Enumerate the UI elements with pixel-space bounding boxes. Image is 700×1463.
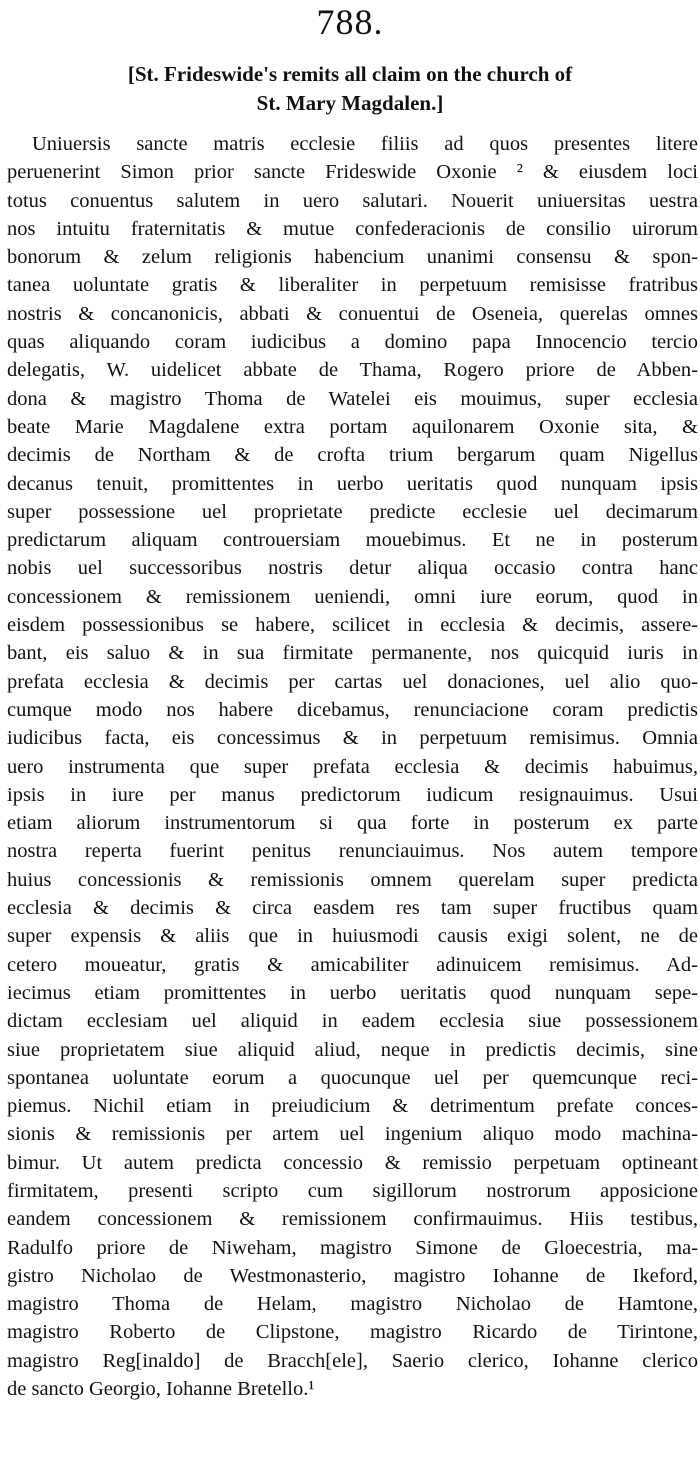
text-line: nobis uel successoribus nostris detur aliqua occasio contra hanc xyxy=(7,557,698,580)
text-line: dona & magistro Thoma de Watelei eis mouimus, super ecclesia xyxy=(7,387,698,410)
text-line: cumque modo nos habere dicebamus, renunciacione coram predictis xyxy=(7,698,698,721)
text-line: ecclesia & decimis & circa easdem res tam super fructibus quam xyxy=(7,897,698,920)
text-line: beate Marie Magdalene extra portam aquilonarem Oxonie sita, & xyxy=(7,415,698,438)
text-line: cetero moueatur, gratis & amicabiliter adinuicem remisimus. Ad- xyxy=(7,953,698,976)
text-line: magistro Thoma de Helam, magistro Nicholao de Hamtone, xyxy=(7,1293,698,1316)
text-line: eandem concessionem & remissionem confirmauimus. Hiis testibus, xyxy=(7,1208,698,1231)
text-line: sionis & remissionis per artem uel ingenium aliquo modo machina- xyxy=(7,1123,698,1146)
heading-line-1: [St. Frideswide's remits all claim on the church of xyxy=(127,62,573,86)
heading-line-2: St. Mary Magdalen.] xyxy=(256,91,444,115)
text-line: bant, eis saluo & in sua firmitate permanente, nos quicquid iuris in xyxy=(7,642,698,665)
text-line: decimis de Northam & de crofta trium bergarum quam Nigellus xyxy=(7,444,698,467)
text-line: predictarum aliquam controuersiam mouebimus. Et ne in posterum xyxy=(7,529,698,552)
text-line: delegatis, W. uidelicet abbate de Thama, Rogero priore de Abben- xyxy=(7,359,698,382)
text-line: nostra reperta fuerint penitus renunciauimus. Nos autem tempore xyxy=(7,840,698,863)
text-line: gistro Nicholao de Westmonasterio, magistro Iohanne de Ikeford, xyxy=(7,1264,698,1287)
text-line: quas aliquando coram iudicibus a domino papa Innocencio tercio xyxy=(7,331,698,354)
charter-text xyxy=(7,130,698,1403)
text-line: piemus. Nichil etiam in preiudicium & detrimentum prefate conces- xyxy=(7,1095,698,1118)
text-line: eisdem possessionibus se habere, scilicet in ecclesia & decimis, assere- xyxy=(7,614,698,637)
text-line: huius concessionis & remissionis omnem querelam super predicta xyxy=(7,868,698,891)
text-line: uero instrumenta que super prefata ecclesia & decimis habuimus, xyxy=(7,755,698,778)
text-line: de sancto Georgio, Iohanne Bretello.¹ xyxy=(7,1378,315,1401)
text-line: bimur. Ut autem predicta concessio & remissio perpetuam optineant xyxy=(7,1151,698,1174)
text-line: super possessione uel proprietate predicte ecclesie uel decimarum xyxy=(7,500,698,523)
text-line: siue proprietatem siue aliquid aliud, neque in predictis decimis, sine xyxy=(7,1038,698,1061)
text-line: etiam aliorum instrumentorum si qua forte in posterum ex parte xyxy=(7,812,698,835)
text-line: bonorum & zelum religionis habencium unanimi consensu & spon- xyxy=(7,246,698,269)
text-line: prefata ecclesia & decimis per cartas uel donaciones, uel alio quo- xyxy=(7,670,698,693)
text-line: dictam ecclesiam uel aliquid in eadem ecclesia siue possessionem xyxy=(7,1010,698,1033)
text-line: magistro Roberto de Clipstone, magistro Ricardo de Tirintone, xyxy=(7,1321,698,1344)
text-line: Radulfo priore de Niweham, magistro Simone de Gloecestria, ma- xyxy=(7,1236,698,1259)
text-line: concessionem & remissionem ueniendi, omni iure eorum, quod in xyxy=(7,585,698,608)
text-line: iecimus etiam promittentes in uerbo ueritatis quod nunquam sepe- xyxy=(7,981,698,1004)
text-line: magistro Reg[inaldo] de Bracch[ele], Saerio clerico, Iohanne clerico xyxy=(7,1349,698,1372)
text-line: super expensis & aliis que in huiusmodi causis exigi solent, ne de xyxy=(7,925,698,948)
text-line: peruenerint Simon prior sancte Frideswide Oxonie ² & eiusdem loci xyxy=(7,161,698,184)
text-line: firmitatem, presenti scripto cum sigillorum nostrorum apposicione xyxy=(7,1179,698,1202)
document-heading xyxy=(0,60,700,118)
text-line: decanus tenuit, promittentes in uerbo ueritatis quod nunquam ipsis xyxy=(7,472,698,495)
text-line: nostris & concanonicis, abbati & conuentui de Oseneia, querelas omnes xyxy=(7,302,698,325)
text-line: ipsis in iure per manus predictorum iudicum resignauimus. Usui xyxy=(7,783,698,806)
text-line: totus conuentus salutem in uero salutari. Nouerit uniuersitas uestra xyxy=(7,189,698,212)
text-line: iudicibus facta, eis concessimus & in perpetuum remisimus. Omnia xyxy=(7,727,698,750)
page-number: 788. xyxy=(316,2,384,42)
text-line: nos intuitu fraternitatis & mutue confederacionis de consilio uirorum xyxy=(7,217,698,240)
text-line: spontanea uoluntate eorum a quocunque uel per quemcunque reci- xyxy=(7,1066,698,1089)
text-line: tanea uoluntate gratis & liberaliter in perpetuum remisisse fratribus xyxy=(7,274,698,297)
text-line: Uniuersis sancte matris ecclesie filiis ad quos presentes litere xyxy=(32,133,698,155)
